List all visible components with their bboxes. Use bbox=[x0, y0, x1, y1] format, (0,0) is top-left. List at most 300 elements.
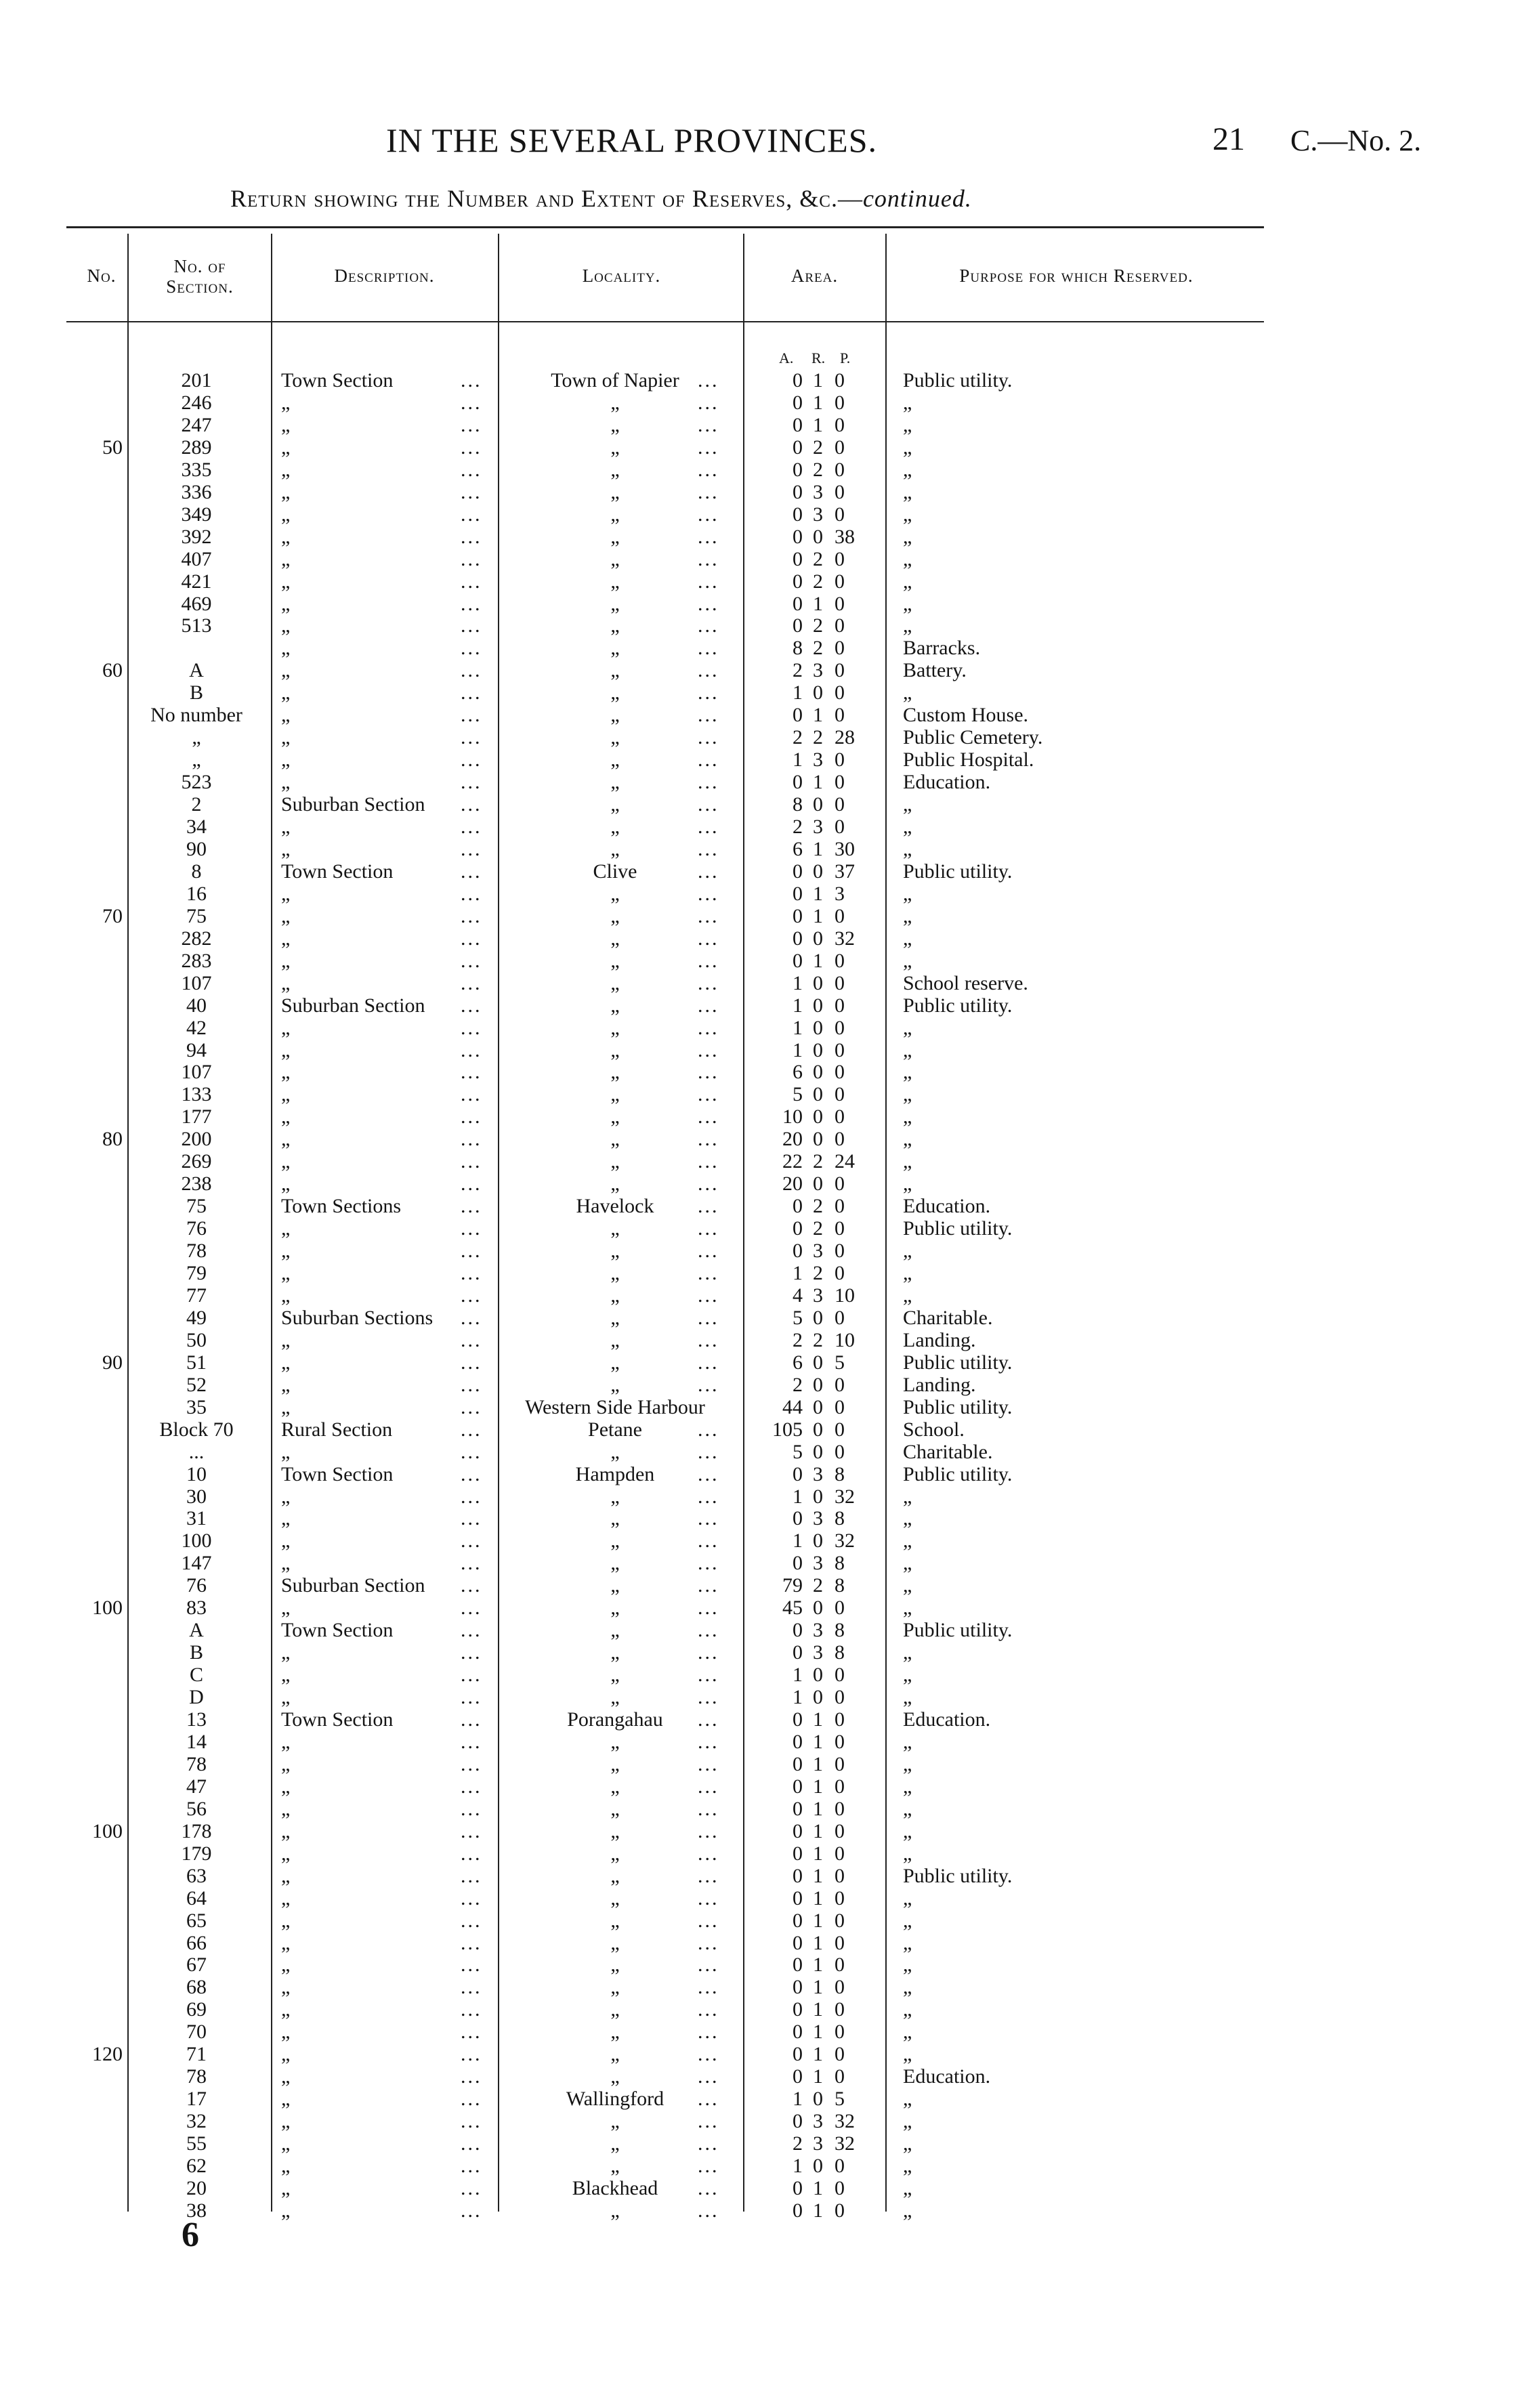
locality: Clive bbox=[593, 860, 637, 883]
description: „ bbox=[281, 1953, 291, 1977]
section-number: 31 bbox=[186, 1507, 207, 1530]
area-perches: 5 bbox=[835, 1351, 845, 1374]
area-acres: 44 bbox=[782, 1395, 803, 1418]
leader-dots: ... bbox=[698, 1284, 719, 1307]
area-roods: 1 bbox=[813, 1864, 823, 1887]
area-roods: 2 bbox=[813, 637, 823, 660]
area-perches: 0 bbox=[835, 1819, 845, 1842]
area-perches: 0 bbox=[835, 637, 845, 660]
leader-dots: ... bbox=[461, 1953, 482, 1977]
description: „ bbox=[281, 480, 291, 503]
leader-dots: ... bbox=[461, 1686, 482, 1709]
area-acres: 0 bbox=[793, 570, 803, 593]
section-number: 421 bbox=[181, 570, 212, 593]
area-perches: 0 bbox=[835, 1105, 845, 1128]
description: „ bbox=[281, 1775, 291, 1798]
section-number: 282 bbox=[181, 927, 212, 950]
area-perches: 0 bbox=[835, 413, 845, 436]
area-acres: 0 bbox=[793, 1953, 803, 1977]
description: „ bbox=[281, 726, 291, 749]
area-acres: 0 bbox=[793, 1507, 803, 1530]
locality: „ bbox=[610, 1775, 620, 1798]
locality: „ bbox=[610, 1730, 620, 1753]
area-perches: 0 bbox=[835, 2155, 845, 2177]
leader-dots: ... bbox=[698, 1886, 719, 1909]
table-row bbox=[0, 1887, 1520, 1909]
description: „ bbox=[281, 2021, 291, 2044]
leader-dots: ... bbox=[461, 2199, 482, 2222]
area-roods: 0 bbox=[813, 681, 823, 704]
description: „ bbox=[281, 2132, 291, 2155]
area-perches: 0 bbox=[835, 1173, 845, 1196]
purpose: „ bbox=[903, 391, 912, 414]
purpose: „ bbox=[903, 949, 912, 972]
area-acres: 105 bbox=[772, 1418, 803, 1441]
area-acres: 0 bbox=[793, 458, 803, 481]
section-number: 349 bbox=[181, 503, 212, 526]
row-number: 120 bbox=[92, 2043, 123, 2066]
area-acres: 20 bbox=[782, 1128, 803, 1151]
description: „ bbox=[281, 771, 291, 794]
leader-dots: ... bbox=[461, 1597, 482, 1620]
table-row bbox=[0, 1753, 1520, 1775]
area-roods: 0 bbox=[813, 1373, 823, 1396]
leader-dots: ... bbox=[698, 458, 719, 481]
area-acres: 1 bbox=[793, 1529, 803, 1552]
area-perches: 0 bbox=[835, 614, 845, 637]
leader-dots: ... bbox=[698, 1864, 719, 1887]
leader-dots: ... bbox=[698, 927, 719, 950]
leader-dots: ... bbox=[461, 1240, 482, 1263]
area-perches: 0 bbox=[835, 1061, 845, 1084]
section-number: 407 bbox=[181, 547, 212, 570]
locality: „ bbox=[610, 503, 620, 526]
purpose: Public utility. bbox=[903, 1864, 1013, 1887]
table-row bbox=[0, 883, 1520, 905]
area-acres: 0 bbox=[793, 547, 803, 570]
table-row bbox=[0, 392, 1520, 414]
section-number: 78 bbox=[186, 2065, 207, 2088]
area-roods: 0 bbox=[813, 1664, 823, 1687]
leader-dots: ... bbox=[461, 860, 482, 883]
area-roods: 0 bbox=[813, 1351, 823, 1374]
section-number: 75 bbox=[186, 904, 207, 927]
table-row bbox=[0, 548, 1520, 570]
leader-dots: ... bbox=[461, 503, 482, 526]
table-row bbox=[0, 481, 1520, 503]
area-roods: 3 bbox=[813, 816, 823, 838]
leader-dots: ... bbox=[698, 1708, 719, 1731]
locality: „ bbox=[610, 994, 620, 1017]
leader-dots: ... bbox=[698, 1195, 719, 1218]
area-roods: 1 bbox=[813, 1931, 823, 1954]
leader-dots: ... bbox=[698, 994, 719, 1017]
area-acres: 0 bbox=[793, 1552, 803, 1575]
area-roods: 2 bbox=[813, 547, 823, 570]
purpose: „ bbox=[903, 413, 912, 436]
locality: „ bbox=[610, 2155, 620, 2177]
leader-dots: ... bbox=[461, 1931, 482, 1954]
section-number: 178 bbox=[181, 1819, 212, 1842]
area-perches: 24 bbox=[835, 1150, 855, 1173]
locality: „ bbox=[610, 1842, 620, 1865]
area-perches: 0 bbox=[835, 480, 845, 503]
description: Town Section bbox=[281, 860, 394, 883]
purpose: „ bbox=[903, 1128, 912, 1151]
purpose: Education. bbox=[903, 771, 991, 794]
description: „ bbox=[281, 1552, 291, 1575]
area-roods: 0 bbox=[813, 1061, 823, 1084]
section-number: 42 bbox=[186, 1016, 207, 1039]
description: „ bbox=[281, 882, 291, 905]
area-perches: 0 bbox=[835, 1128, 845, 1151]
area-acres: 1 bbox=[793, 994, 803, 1017]
area-acres: 0 bbox=[793, 1842, 803, 1865]
area-acres: 0 bbox=[793, 927, 803, 950]
purpose: „ bbox=[903, 1262, 912, 1284]
leader-dots: ... bbox=[461, 1418, 482, 1441]
area-roods: 1 bbox=[813, 1797, 823, 1820]
area-roods: 2 bbox=[813, 1262, 823, 1284]
locality: „ bbox=[610, 1173, 620, 1196]
description: „ bbox=[281, 1909, 291, 1932]
leader-dots: ... bbox=[698, 1775, 719, 1798]
leader-dots: ... bbox=[461, 391, 482, 414]
table-row bbox=[0, 1574, 1520, 1597]
area-perches: 3 bbox=[835, 882, 845, 905]
section-number: 8 bbox=[191, 860, 202, 883]
area-roods: 3 bbox=[813, 748, 823, 772]
locality: „ bbox=[610, 547, 620, 570]
area-roods: 1 bbox=[813, 1886, 823, 1909]
table-row bbox=[0, 1017, 1520, 1039]
description: „ bbox=[281, 1842, 291, 1865]
leader-dots: ... bbox=[698, 1440, 719, 1463]
leader-dots: ... bbox=[698, 1418, 719, 1441]
area-perches: 0 bbox=[835, 1909, 845, 1932]
area-roods: 1 bbox=[813, 1730, 823, 1753]
area-roods: 0 bbox=[813, 1395, 823, 1418]
leader-dots: ... bbox=[461, 1217, 482, 1240]
table-row bbox=[0, 526, 1520, 548]
section-number: 66 bbox=[186, 1931, 207, 1954]
purpose: „ bbox=[903, 1173, 912, 1196]
purpose: „ bbox=[903, 458, 912, 481]
area-perches: 0 bbox=[835, 592, 845, 615]
description: „ bbox=[281, 458, 291, 481]
section-number: 335 bbox=[181, 458, 212, 481]
table-row bbox=[0, 414, 1520, 436]
description: „ bbox=[281, 1395, 291, 1418]
locality: „ bbox=[610, 1976, 620, 1999]
description: „ bbox=[281, 1217, 291, 1240]
area-acres: 0 bbox=[793, 1641, 803, 1664]
area-roods: 3 bbox=[813, 659, 823, 682]
document-reference: C.—No. 2. bbox=[1290, 124, 1422, 157]
leader-dots: ... bbox=[461, 1641, 482, 1664]
leader-dots: ... bbox=[461, 1574, 482, 1597]
locality: „ bbox=[610, 1886, 620, 1909]
leader-dots: ... bbox=[698, 2043, 719, 2066]
table-row bbox=[0, 369, 1520, 392]
area-roods: 3 bbox=[813, 1552, 823, 1575]
column-header-locality: Locality. bbox=[582, 266, 661, 286]
leader-dots: ... bbox=[698, 1976, 719, 1999]
area-acres: 1 bbox=[793, 1664, 803, 1687]
section-number: 76 bbox=[186, 1574, 207, 1597]
purpose: „ bbox=[903, 1641, 912, 1664]
section-number: 51 bbox=[186, 1351, 207, 1374]
table-row bbox=[0, 1664, 1520, 1686]
table-row bbox=[0, 1775, 1520, 1798]
area-acres: 2 bbox=[793, 726, 803, 749]
leader-dots: ... bbox=[698, 1664, 719, 1687]
area-acres: 79 bbox=[782, 1574, 803, 1597]
table-row bbox=[0, 1061, 1520, 1083]
area-perches: 8 bbox=[835, 1507, 845, 1530]
description: „ bbox=[281, 1440, 291, 1463]
purpose: „ bbox=[903, 1552, 912, 1575]
section-number: B bbox=[189, 1641, 203, 1664]
leader-dots: ... bbox=[698, 1150, 719, 1173]
description: „ bbox=[281, 1284, 291, 1307]
description: „ bbox=[281, 1128, 291, 1151]
table-row bbox=[0, 1217, 1520, 1240]
leader-dots: ... bbox=[698, 1373, 719, 1396]
area-perches: 0 bbox=[835, 816, 845, 838]
purpose: Landing. bbox=[903, 1373, 976, 1396]
table-row bbox=[0, 1463, 1520, 1485]
table-row bbox=[0, 1641, 1520, 1664]
column-header-description: Description. bbox=[334, 266, 435, 286]
locality: „ bbox=[610, 1306, 620, 1329]
section-number: 17 bbox=[186, 2088, 207, 2111]
purpose: Landing. bbox=[903, 1328, 976, 1351]
area-perches: 30 bbox=[835, 837, 855, 860]
leader-dots: ... bbox=[698, 2088, 719, 2111]
description: „ bbox=[281, 1529, 291, 1552]
leader-dots: ... bbox=[461, 2065, 482, 2088]
locality: Wallingford bbox=[566, 2088, 664, 2111]
area-perches: 32 bbox=[835, 2110, 855, 2133]
area-acres: 0 bbox=[793, 480, 803, 503]
area-acres: 0 bbox=[793, 1819, 803, 1842]
locality: „ bbox=[610, 1128, 620, 1151]
leader-dots: ... bbox=[698, 1016, 719, 1039]
leader-dots: ... bbox=[698, 1686, 719, 1709]
description: „ bbox=[281, 1664, 291, 1687]
area-acres: 0 bbox=[793, 949, 803, 972]
column-header-no: No. bbox=[87, 266, 117, 286]
area-roods: 2 bbox=[813, 458, 823, 481]
description: „ bbox=[281, 570, 291, 593]
purpose: „ bbox=[903, 1931, 912, 1954]
locality: „ bbox=[610, 1328, 620, 1351]
section-number: 147 bbox=[181, 1552, 212, 1575]
area-acres: 22 bbox=[782, 1150, 803, 1173]
leader-dots: ... bbox=[461, 458, 482, 481]
leader-dots: ... bbox=[698, 1552, 719, 1575]
row-number: 100 bbox=[92, 1597, 123, 1620]
section-number: 30 bbox=[186, 1485, 207, 1508]
leader-dots: ... bbox=[461, 927, 482, 950]
purpose: Public utility. bbox=[903, 1462, 1013, 1485]
section-number: 78 bbox=[186, 1752, 207, 1775]
description: „ bbox=[281, 1752, 291, 1775]
area-roods: 1 bbox=[813, 413, 823, 436]
area-perches: 0 bbox=[835, 748, 845, 772]
area-perches: 0 bbox=[835, 1240, 845, 1263]
purpose: „ bbox=[903, 1909, 912, 1932]
purpose: Public Cemetery. bbox=[903, 726, 1043, 749]
leader-dots: ... bbox=[461, 1485, 482, 1508]
area-roods: 0 bbox=[813, 1083, 823, 1106]
purpose: „ bbox=[903, 1886, 912, 1909]
leader-dots: ... bbox=[698, 1507, 719, 1530]
area-roods: 1 bbox=[813, 1953, 823, 1977]
purpose: „ bbox=[903, 1485, 912, 1508]
area-perches: 0 bbox=[835, 1686, 845, 1709]
description: „ bbox=[281, 1240, 291, 1263]
area-perches: 0 bbox=[835, 971, 845, 994]
leader-dots: ... bbox=[698, 816, 719, 838]
leader-dots: ... bbox=[698, 2132, 719, 2155]
area-perches: 0 bbox=[835, 659, 845, 682]
description: „ bbox=[281, 681, 291, 704]
locality: „ bbox=[610, 1686, 620, 1709]
purpose: „ bbox=[903, 1061, 912, 1084]
table-row bbox=[0, 1195, 1520, 1217]
locality: „ bbox=[610, 1507, 620, 1530]
area-roods: 1 bbox=[813, 1819, 823, 1842]
description: „ bbox=[281, 748, 291, 772]
purpose: „ bbox=[903, 436, 912, 459]
locality: „ bbox=[610, 1016, 620, 1039]
leader-dots: ... bbox=[698, 1819, 719, 1842]
locality: „ bbox=[610, 1909, 620, 1932]
area-perches: 0 bbox=[835, 1864, 845, 1887]
leader-dots: ... bbox=[698, 1351, 719, 1374]
leader-dots: ... bbox=[698, 1842, 719, 1865]
purpose: „ bbox=[903, 2176, 912, 2199]
area-perches: 0 bbox=[835, 436, 845, 459]
section-number: 49 bbox=[186, 1306, 207, 1329]
leader-dots: ... bbox=[461, 1328, 482, 1351]
leader-dots: ... bbox=[698, 480, 719, 503]
table-row bbox=[0, 1351, 1520, 1374]
leader-dots: ... bbox=[461, 994, 482, 1017]
table-row bbox=[0, 1529, 1520, 1552]
section-number: 100 bbox=[181, 1529, 212, 1552]
leader-dots: ... bbox=[698, 1061, 719, 1084]
leader-dots: ... bbox=[698, 2155, 719, 2177]
area-acres: 2 bbox=[793, 1373, 803, 1396]
purpose: „ bbox=[903, 547, 912, 570]
column-header-area: Area. bbox=[790, 266, 839, 286]
leader-dots: ... bbox=[461, 1797, 482, 1820]
leader-dots: ... bbox=[461, 726, 482, 749]
section-number: 10 bbox=[186, 1462, 207, 1485]
section-number: 68 bbox=[186, 1976, 207, 1999]
purpose: Custom House. bbox=[903, 704, 1029, 727]
locality: „ bbox=[610, 1574, 620, 1597]
description: „ bbox=[281, 904, 291, 927]
description: Suburban Section bbox=[281, 1574, 425, 1597]
purpose: „ bbox=[903, 1597, 912, 1620]
area-perches: 8 bbox=[835, 1619, 845, 1642]
leader-dots: ... bbox=[698, 637, 719, 660]
area-roods: 0 bbox=[813, 927, 823, 950]
section-number: 69 bbox=[186, 1998, 207, 2021]
leader-dots: ... bbox=[461, 704, 482, 727]
area-acres: 1 bbox=[793, 1016, 803, 1039]
locality: „ bbox=[610, 1752, 620, 1775]
section-number: 179 bbox=[181, 1842, 212, 1865]
area-acres: 0 bbox=[793, 1619, 803, 1642]
leader-dots: ... bbox=[698, 570, 719, 593]
section-number: 32 bbox=[186, 2110, 207, 2133]
leader-dots: ... bbox=[698, 1262, 719, 1284]
area-perches: 0 bbox=[835, 2065, 845, 2088]
leader-dots: ... bbox=[461, 1462, 482, 1485]
area-acres: 10 bbox=[782, 1105, 803, 1128]
section-number: 47 bbox=[186, 1775, 207, 1798]
leader-dots: ... bbox=[461, 1730, 482, 1753]
purpose: „ bbox=[903, 837, 912, 860]
leader-dots: ... bbox=[461, 1619, 482, 1642]
area-roods: 2 bbox=[813, 1217, 823, 1240]
table-row bbox=[0, 2155, 1520, 2177]
table-row bbox=[0, 2065, 1520, 2088]
purpose: „ bbox=[903, 2021, 912, 2044]
purpose: „ bbox=[903, 882, 912, 905]
area-perches: 0 bbox=[835, 1306, 845, 1329]
area-roods: 0 bbox=[813, 1173, 823, 1196]
leader-dots: ... bbox=[461, 1998, 482, 2021]
locality: „ bbox=[610, 771, 620, 794]
description: „ bbox=[281, 1931, 291, 1954]
description: Town Section bbox=[281, 1619, 394, 1642]
section-number: 283 bbox=[181, 949, 212, 972]
area-acres: 0 bbox=[793, 1998, 803, 2021]
area-roods: 0 bbox=[813, 525, 823, 548]
leader-dots: ... bbox=[461, 1105, 482, 1128]
table-row bbox=[0, 2043, 1520, 2065]
section-number: 200 bbox=[181, 1128, 212, 1151]
leader-dots: ... bbox=[461, 1173, 482, 1196]
purpose: „ bbox=[903, 480, 912, 503]
table-row bbox=[0, 1329, 1520, 1351]
area-perches: 0 bbox=[835, 1775, 845, 1798]
section-number: 76 bbox=[186, 1217, 207, 1240]
area-perches: 32 bbox=[835, 1485, 855, 1508]
area-roods: 3 bbox=[813, 1507, 823, 1530]
table-row bbox=[0, 1485, 1520, 1508]
purpose: „ bbox=[903, 1953, 912, 1977]
section-number: 40 bbox=[186, 994, 207, 1017]
section-number: 107 bbox=[181, 971, 212, 994]
section-number: 55 bbox=[186, 2132, 207, 2155]
area-roods: 3 bbox=[813, 480, 823, 503]
leader-dots: ... bbox=[698, 1529, 719, 1552]
leader-dots: ... bbox=[461, 480, 482, 503]
description: „ bbox=[281, 1797, 291, 1820]
area-roods: 0 bbox=[813, 1105, 823, 1128]
row-number: 100 bbox=[92, 1819, 123, 1842]
leader-dots: ... bbox=[461, 1061, 482, 1084]
area-roods: 1 bbox=[813, 1976, 823, 1999]
area-acres: 5 bbox=[793, 1306, 803, 1329]
